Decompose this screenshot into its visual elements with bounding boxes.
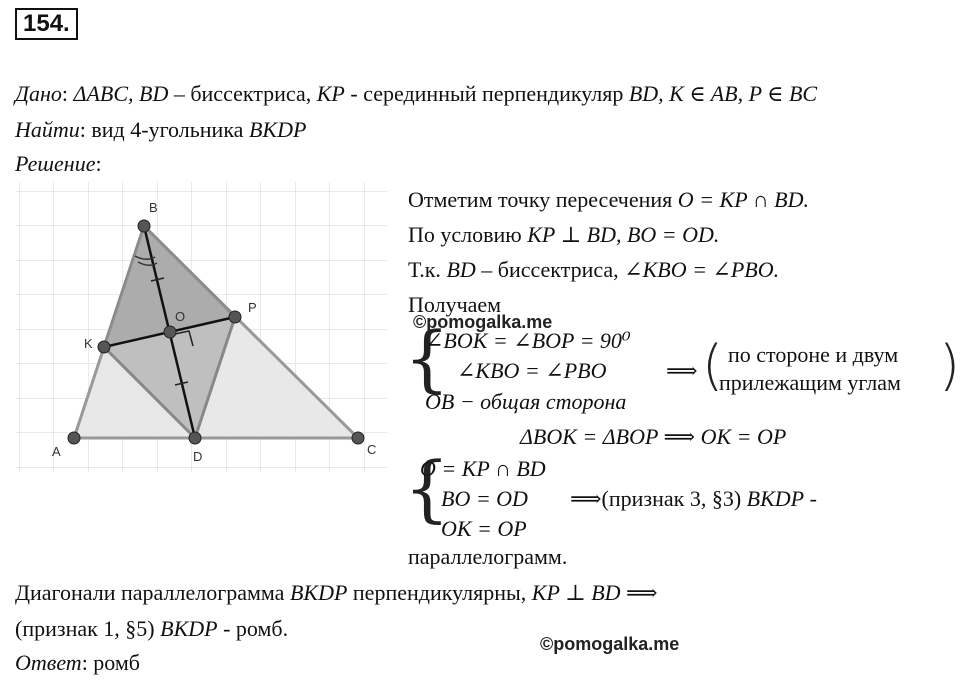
point-k: [98, 341, 110, 353]
point-c: [352, 432, 364, 444]
sys2-line-2: BO = OD: [441, 486, 528, 511]
given-line: Дано: ΔABC, BD – биссектриса, KP - серединный перпендикуляр BD, K ∈ AB, P ∈ BC: [15, 81, 818, 106]
point-a: [68, 432, 80, 444]
sys1-line-3: OB − общая сторона: [425, 389, 627, 414]
congruence-line: ΔBOK = ΔBOP ⟹ OK = OP: [520, 424, 787, 449]
bottom-line-2: (признак 1, §5) BKDP - ромб.: [15, 616, 289, 641]
brace-1: {: [404, 316, 450, 400]
solution-label: Решение: [15, 151, 96, 176]
right-line-4: Получаем: [408, 292, 502, 317]
label-o: O: [175, 309, 186, 324]
point-o: [164, 326, 176, 338]
given-triangle: ΔABC, BD: [73, 81, 169, 106]
reason1-line-1: по стороне и двум: [728, 342, 899, 367]
find-line: Найти: вид 4-угольника BKDP: [15, 117, 307, 142]
right-line-1: Отметим точку пересечения O = KP ∩ BD.: [408, 187, 809, 212]
find-label: Найти: [15, 117, 80, 142]
watermark-top: ©pomogalka.me: [413, 312, 553, 332]
problem-number: 154.: [15, 8, 78, 40]
right-line-2: По условию KP ⊥ BD, BO = OD.: [408, 222, 720, 247]
point-b: [138, 220, 150, 232]
sys2-line-3: OK = OP: [441, 516, 527, 541]
paren-left: (: [702, 334, 724, 397]
given-label: Дано: [15, 81, 62, 106]
label-p: P: [248, 300, 257, 315]
label-k: K: [84, 336, 93, 351]
answer-line: Ответ: ромб: [15, 650, 140, 675]
label-c: C: [367, 442, 377, 457]
sys1-implies: ⟹: [666, 358, 698, 383]
sys1-line-2: ∠KBO = ∠PBO: [457, 358, 607, 383]
label-b: B: [149, 200, 158, 215]
bottom-line-1: Диагонали параллелограмма BKDP перпендикулярны, KP ⊥ BD ⟹: [15, 580, 658, 605]
label-d: D: [193, 449, 203, 464]
brace-2: {: [404, 446, 450, 530]
parallelogram-word: параллелограмм.: [408, 544, 568, 569]
point-d: [189, 432, 201, 444]
answer-label: Ответ: [15, 650, 82, 675]
right-line-3: Т.к. BD – биссектриса, ∠KBO = ∠PBO.: [408, 257, 780, 282]
solution-heading: Решение:: [15, 151, 102, 176]
label-a: A: [52, 444, 61, 459]
geometry-figure: [16, 182, 388, 472]
sys2-line-1: O = KP ∩ BD: [420, 456, 546, 481]
point-p: [229, 311, 241, 323]
paren-right: ): [939, 334, 960, 397]
reason1-line-2: прилежащим углам: [719, 370, 901, 395]
watermark-bottom: ©pomogalka.me: [540, 634, 680, 654]
sys2-conclusion: ⟹(признак 3, §3) BKDP -: [570, 486, 817, 511]
sys1-line-1: ∠BOK = ∠BOP = 90⁰: [425, 328, 631, 353]
